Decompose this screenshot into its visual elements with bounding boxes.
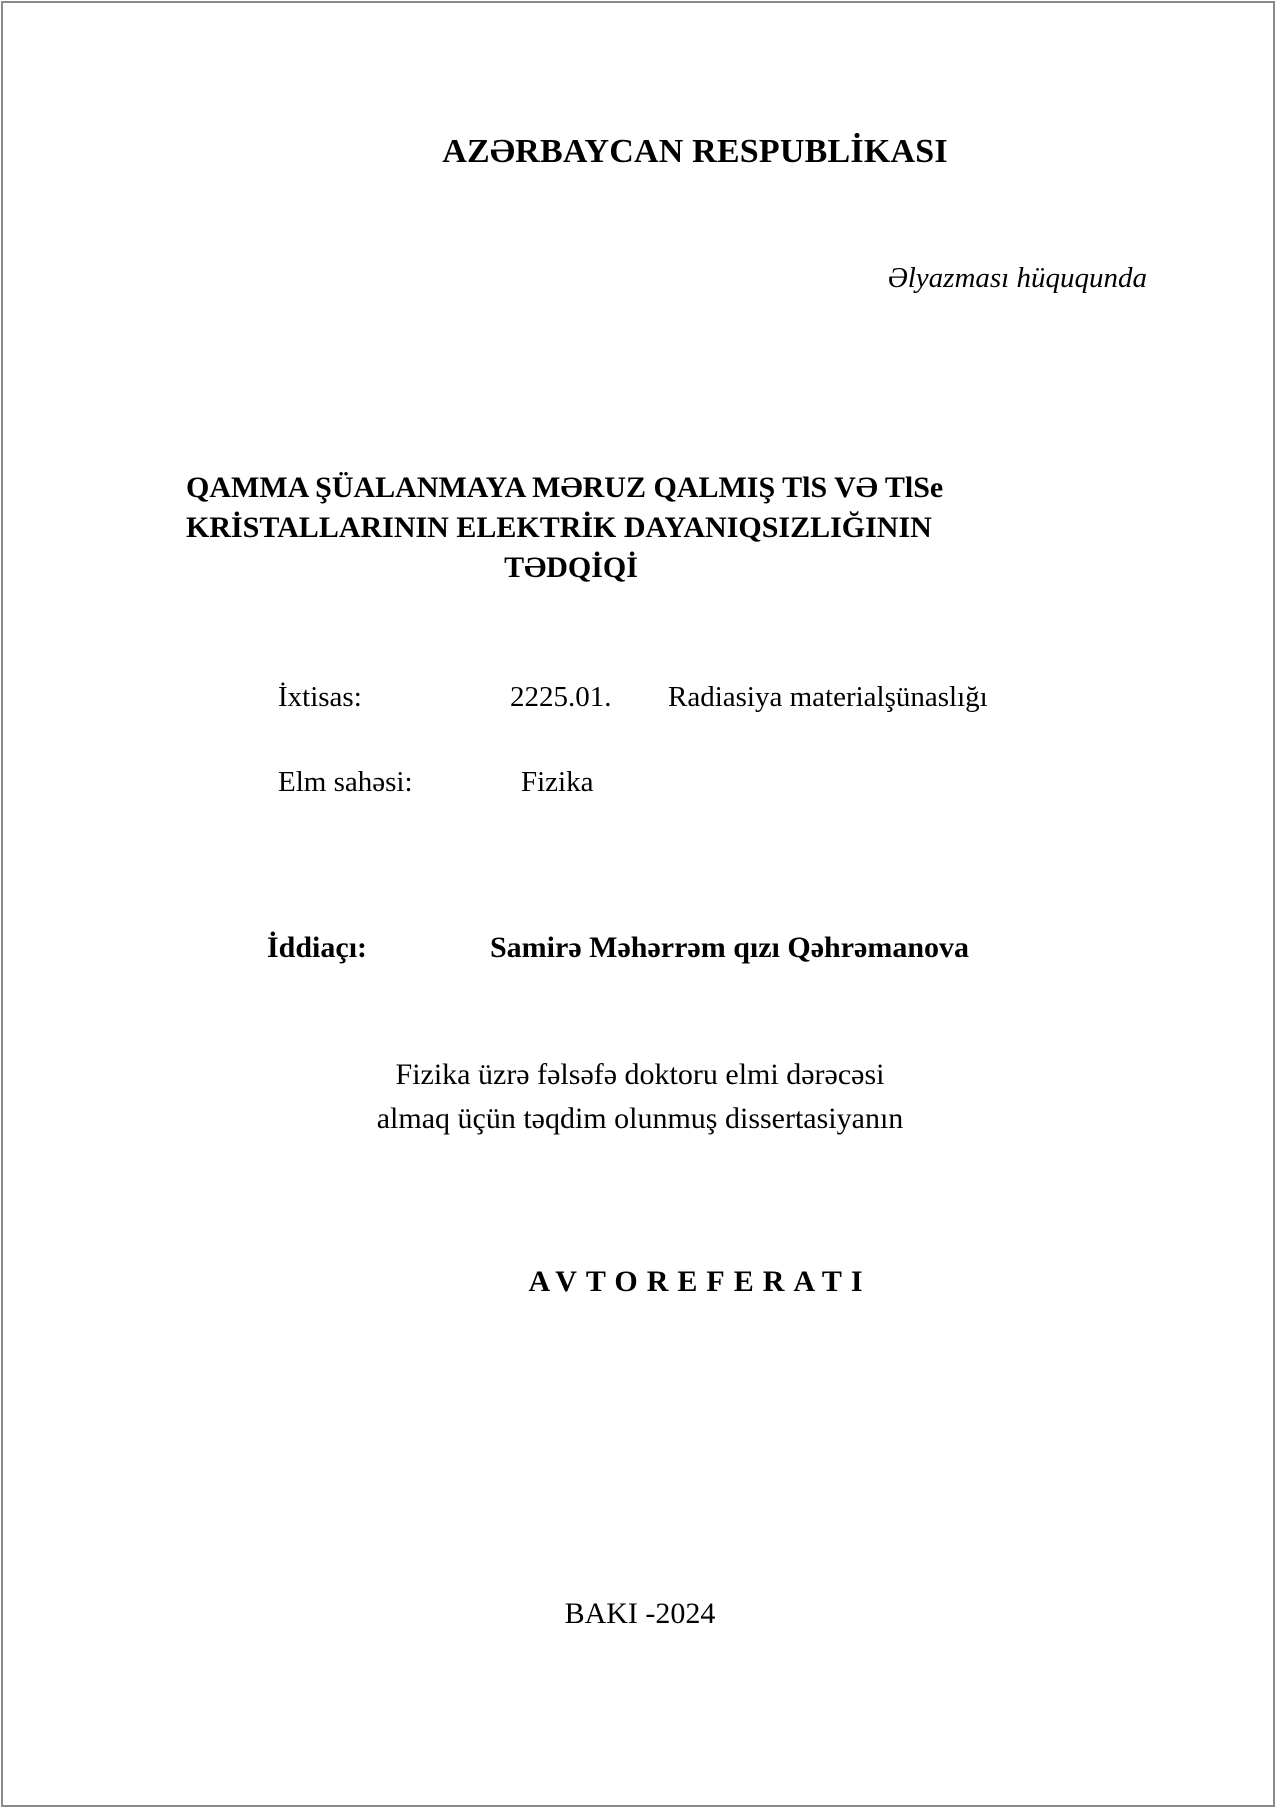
science-area-label: Elm sahəsi: — [278, 766, 413, 798]
manuscript-note: Əlyazması hüququnda — [887, 262, 1147, 294]
claimant-name: Samirə Məhərrəm qızı Qəhrəmanova — [490, 931, 970, 964]
title-line-2: KRİSTALLARININ ELEKTRİK DAYANIQSIZLIĞININ — [186, 511, 932, 544]
degree-statement — [0, 1053, 1280, 1141]
title-line-1: QAMMA ŞÜALANMAYA MƏRUZ QALMIŞ TlS VƏ TlSe — [186, 471, 944, 504]
degree-line-2: almaq üçün təqdim olunmuş dissertasiyanın — [376, 1102, 904, 1135]
city-year: BAKI -2024 — [564, 1597, 716, 1630]
dissertation-title — [186, 468, 1126, 588]
specialty-name: Radiasiya materialşünaslığı — [668, 681, 988, 713]
degree-line-1: Fizika üzrə fəlsəfə doktoru elmi dərəcəsi — [395, 1058, 885, 1091]
claimant-label: İddiaçı: — [267, 931, 368, 964]
science-area-value: Fizika — [521, 766, 594, 798]
specialty-code: 2225.01. — [510, 681, 612, 713]
specialty-label: İxtisas: — [278, 681, 362, 713]
country-heading: AZƏRBAYCAN RESPUBLİKASI — [442, 133, 948, 170]
title-line-3: TƏDQİQİ — [504, 551, 638, 584]
document-type-heading: AVTOREFERATI — [528, 1265, 872, 1298]
